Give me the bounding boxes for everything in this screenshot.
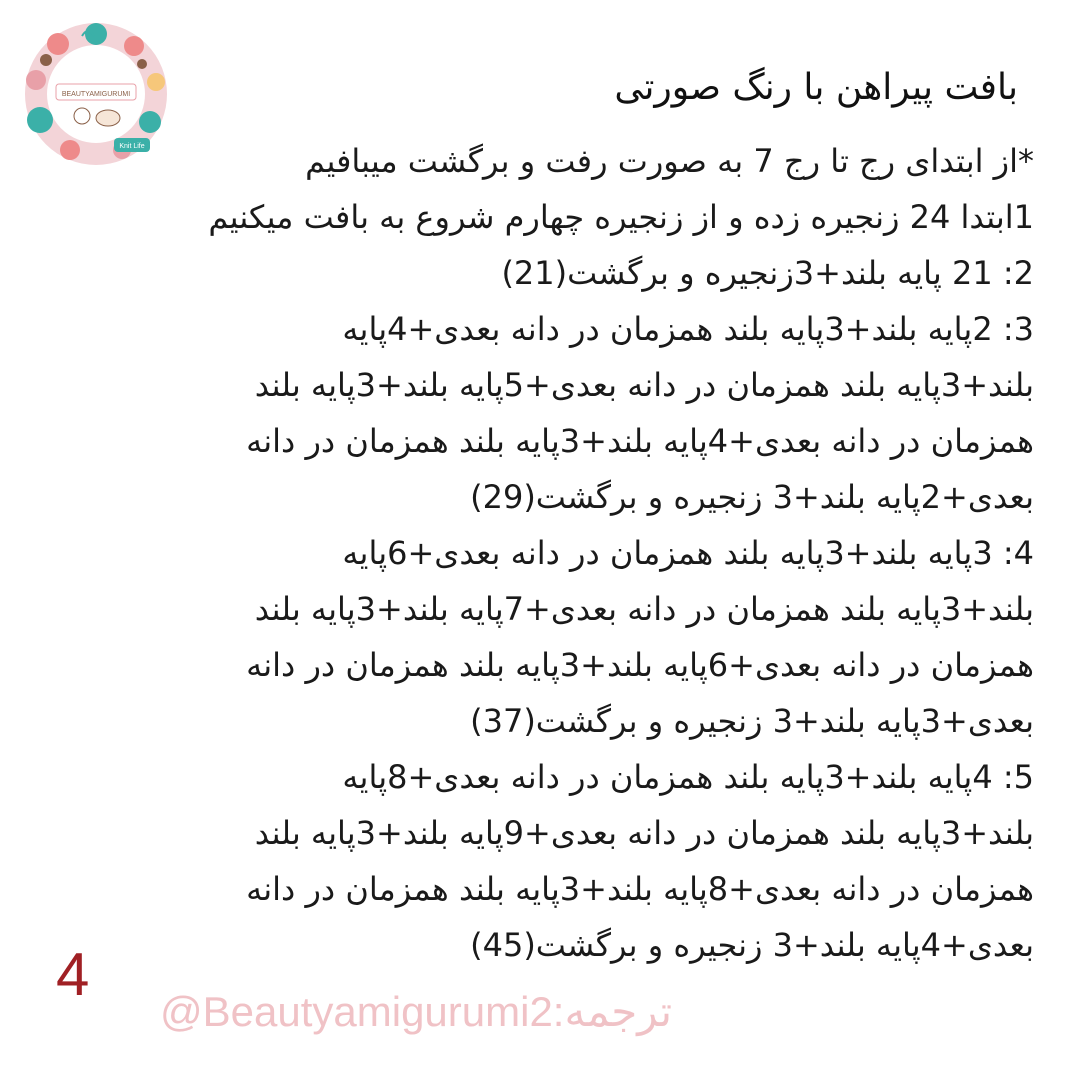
logo-badge: Knit Life [119,143,145,150]
instruction-line: *از ابتدای رج تا رج 7 به صورت رفت و برگشت میبافیم [305,142,1034,180]
instruction-line: 5: 4پایه بلند+3پایه بلند همزمان در دانه بعدی+8پایه [342,758,1034,796]
instruction-line: بلند+3پایه بلند همزمان در دانه بعدی+9پایه بلند+3پایه بلند [254,814,1034,852]
instruction-line: 4: 3پایه بلند+3پایه بلند همزمان در دانه بعدی+6پایه [342,534,1034,572]
pattern-instructions [54,133,1034,973]
page-number: 4 [56,941,90,1008]
instruction-line: بلند+3پایه بلند همزمان در دانه بعدی+7پایه بلند+3پایه بلند [254,590,1034,628]
instruction-line: بعدی+3پایه بلند+3 زنجیره و برگشت(37) [470,702,1034,740]
translator-watermark: @Beautyamigurumi2:ترجمه [160,988,673,1035]
page-title: بافت پیراهن با رنگ صورتی [614,67,1018,108]
instruction-line: 1ابتدا 24 زنجیره زده و از زنجیره چهارم شروع به بافت میکنیم [208,198,1034,236]
logo-text: BEAUTYAMIGURUMI [61,91,131,98]
instruction-line: 3: 2پایه بلند+3پایه بلند همزمان در دانه بعدی+4پایه [342,310,1034,348]
instruction-line: بعدی+2پایه بلند+3 زنجیره و برگشت(29) [470,478,1034,516]
instruction-line: بلند+3پایه بلند همزمان در دانه بعدی+5پایه بلند+3پایه بلند [254,366,1034,404]
instruction-line: 2: 21 پایه بلند+3زنجیره و برگشت(21) [501,254,1034,292]
instruction-line: همزمان در دانه بعدی+8پایه بلند+3پایه بلند همزمان در دانه [246,870,1034,908]
instruction-line: همزمان در دانه بعدی+6پایه بلند+3پایه بلند همزمان در دانه [246,646,1034,684]
instruction-line: همزمان در دانه بعدی+4پایه بلند+3پایه بلند همزمان در دانه [246,422,1034,460]
instruction-line: بعدی+4پایه بلند+3 زنجیره و برگشت(45) [470,926,1034,964]
